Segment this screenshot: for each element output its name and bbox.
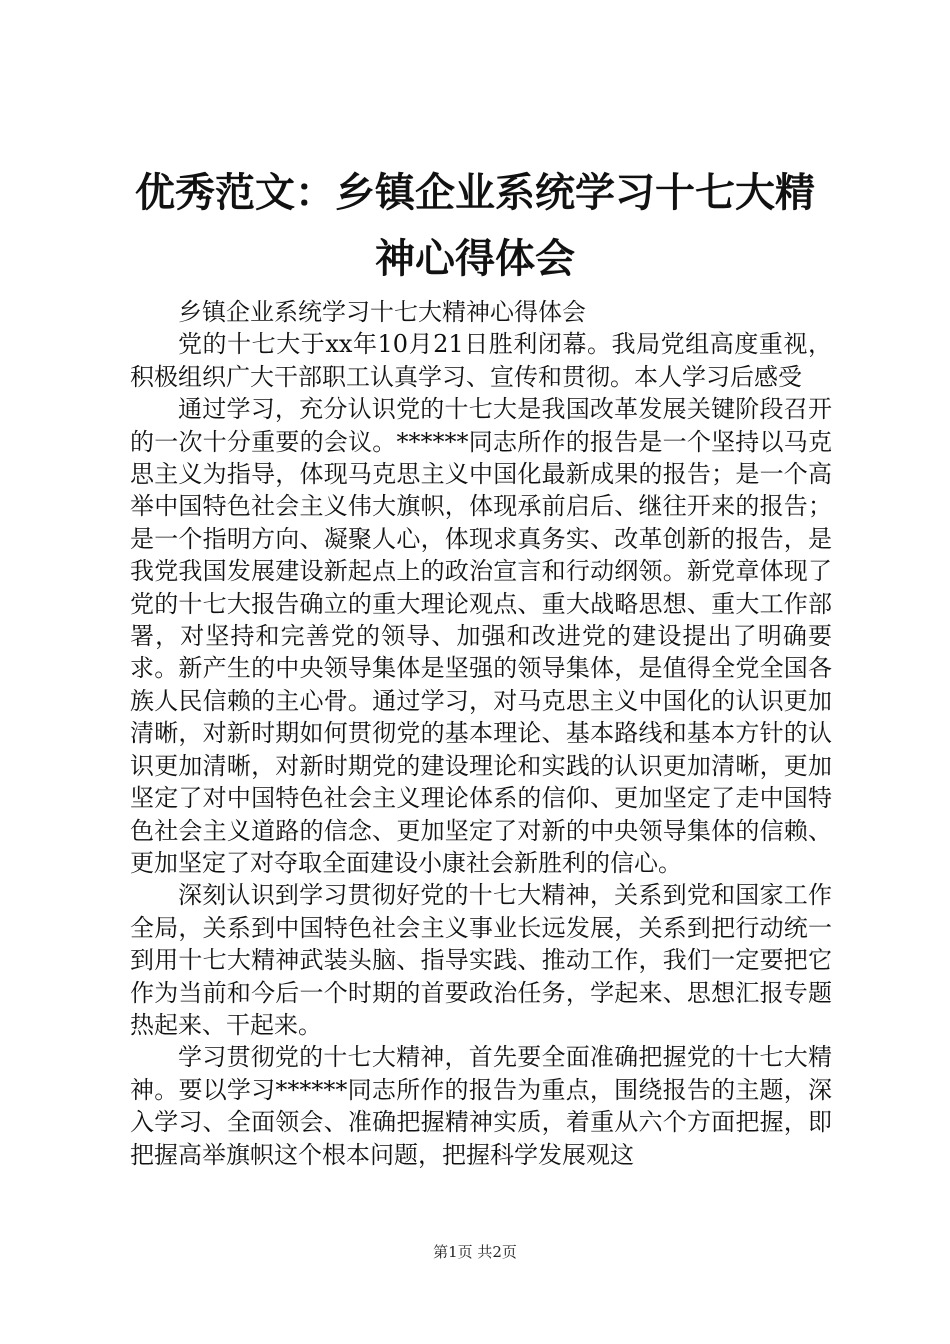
paragraph: 党的十七大于xx年10月21日胜利闭幕。我局党组高度重视，积极组织广大干部职工认真学习、宣传和贯彻。本人学习后感受 [130, 330, 832, 391]
document-title: 优秀范文：乡镇企业系统学习十七大精神心得体会 [135, 170, 815, 282]
paragraph: 通过学习，充分认识党的十七大是我国改革发展关键阶段召开的一次十分重要的会议。******同志所作的报告是一个坚持以马克思主义为指导，体现马克思主义中国化最新成果的报告；是一个高举中国特色社会主义伟大旗帜，体现承前启后、继往开来的报告；是一个指明方向、凝聚人心，体现求真务实、改革创新的报告，是我党我国发展建设新起点上的政治宣言和行动纲领。新党章体现了党的十七大报告确立的重大理论观点、重大战略思想、重大工作部署，对坚持和完善党的领导、加强和改进党的建设提出了明确要求。新产生的中央领导集体是坚强的领导集体，是值得全党全国各族人民信赖的主心骨。通过学习，对马克思主义中国化的认识更加清晰，对新时期如何贯彻党的基本理论、基本路线和基本方针的认识更加清晰，对新时期党的建设理论和实践的认识更加清晰，更加坚定了对中国特色社会主义理论体系的信仰、更加坚定了走中国特色社会主义道路的信念、更加坚定了对新的中央领导集体的信赖、更加坚定了对夺取全面建设小康社会新胜利的信心。 [130, 395, 832, 877]
document-body [130, 296, 832, 1171]
paragraph: 深刻认识到学习贯彻好党的十七大精神，关系到党和国家工作全局，关系到中国特色社会主义事业长远发展，关系到把行动统一到用十七大精神武装头脑、指导实践、推动工作，我们一定要把它作为当前和今后一个时期的首要政治任务，学起来、思想汇报专题热起来、干起来。 [130, 881, 832, 1039]
paragraph-subtitle: 乡镇企业系统学习十七大精神心得体会 [178, 298, 586, 326]
paragraph: 学习贯彻党的十七大精神，首先要全面准确把握党的十七大精神。要以学习******同志所作的报告为重点，围绕报告的主题，深入学习、全面领会、准确把握精神实质，着重从六个方面把握，即把握高举旗帜这个根本问题，把握科学发展观这 [130, 1043, 832, 1169]
page-number-footer: 第1页 共2页 [433, 1243, 517, 1261]
